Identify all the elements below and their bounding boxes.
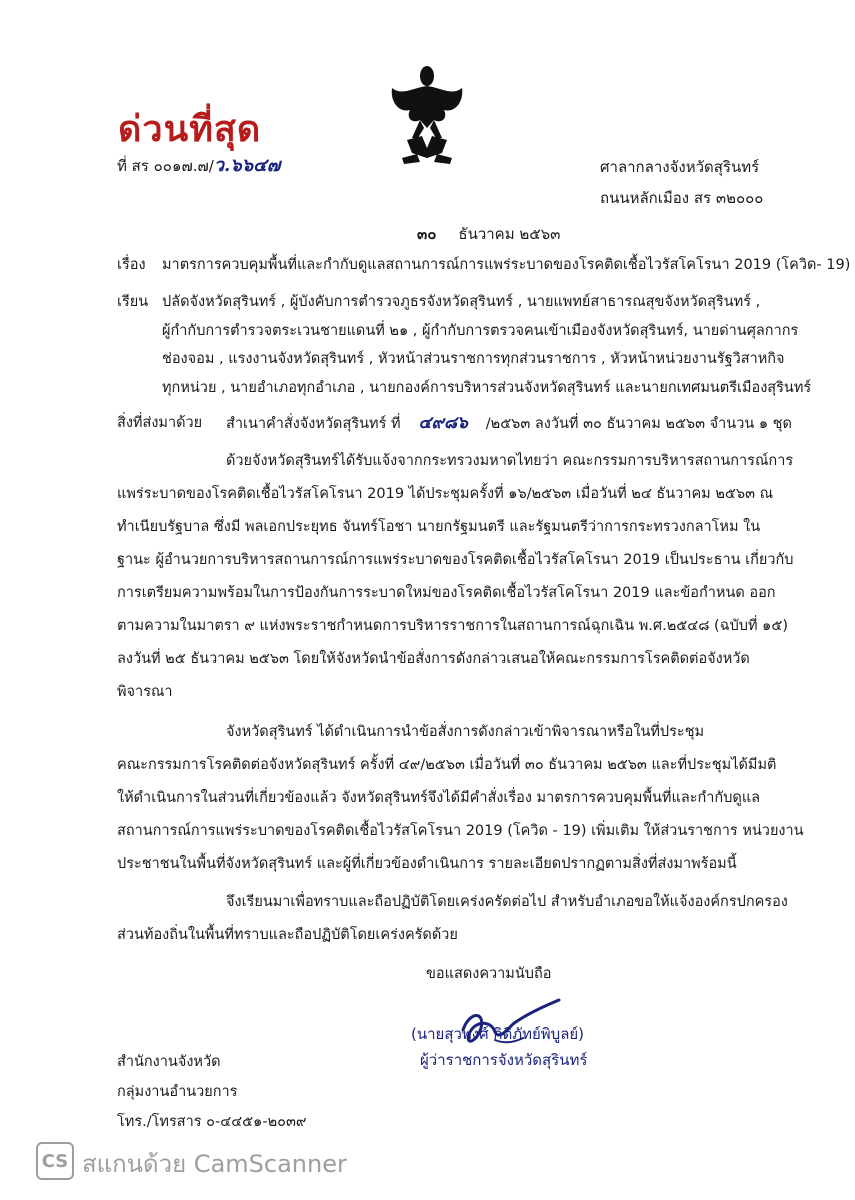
document-number <box>117 150 280 179</box>
date-day: ๓๐ <box>417 225 437 243</box>
enclosure-text-before: สำเนาคำสั่งจังหวัดสุรินทร์ ที่ <box>226 416 401 432</box>
body-paragraph1-line: การเตรียมความพร้อมในการป้องกันการระบาดใหม่ของโรคติดเชื้อไวรัสโคโรนา 2019 และข้อกำหนด ออก <box>117 585 776 601</box>
sender-address-line2: ถนนหลักเมือง สร ๓๒๐๐๐ <box>600 189 764 207</box>
document-number-handwritten: ว.๖๖๔๗ <box>213 155 281 176</box>
urgency-stamp: ด่วนที่สุด <box>118 108 262 150</box>
body-paragraph3-line: จึงเรียนมาเพื่อทราบและถือปฏิบัติโดยเคร่งครัดต่อไป สำหรับอำเภอขอให้แจ้งองค์กรปกครอง <box>226 894 788 910</box>
document-number-prefix: ที่ สร ๐๐๑๗.๗/ <box>117 157 214 175</box>
camscanner-watermark: สแกนด้วย CamScanner <box>82 1150 347 1178</box>
signer-position: ผู้ว่าราชการจังหวัดสุรินทร์ <box>420 1051 588 1069</box>
enclosure-text-after: /๒๕๖๓ ลงวันที่ ๓๐ ธันวาคม ๒๕๖๓ จำนวน ๑ ชุด <box>485 416 792 432</box>
body-paragraph1-line: ทำเนียบรัฐบาล ซึ่งมี พลเอกประยุทธ จันทร์โอชา นายกรัฐมนตรี และรัฐมนตรีว่าการกระทรวงกลาโหม ใน <box>117 519 761 535</box>
footer-phone: โทร./โทรสาร ๐-๔๔๕๑-๒๐๓๙ <box>117 1114 307 1130</box>
date-month-year: ธันวาคม ๒๕๖๓ <box>458 225 561 243</box>
sender-address-line1: ศาลากลางจังหวัดสุรินทร์ <box>600 158 760 176</box>
garuda-emblem-icon <box>382 58 472 168</box>
body-paragraph1-line: ตามความในมาตรา ๙ แห่งพระราชกำหนดการบริหารราชการในสถานการณ์ฉุกเฉิน พ.ศ.๒๕๔๘ (ฉบับที่ ๑๕) <box>117 618 788 634</box>
letter-date <box>417 222 560 246</box>
recipient-line: ทุกหน่วย , นายอำเภอทุกอำเภอ , นายกองค์การบริหารส่วนจังหวัดสุรินทร์ และนายกเทศมนตรีเมืองสุรินทร์ <box>162 380 812 396</box>
closing-regards: ขอแสดงความนับถือ <box>426 966 552 982</box>
body-paragraph2-line: คณะกรรมการโรคติดต่อจังหวัดสุรินทร์ ครั้งที่ ๔๙/๒๕๖๓ เมื่อวันที่ ๓๐ ธันวาคม ๒๕๖๓ และที่ประชุมได้มีมติ <box>117 757 777 773</box>
recipient-line: ช่องจอม , แรงงานจังหวัดสุรินทร์ , หัวหน้าส่วนราชการทุกส่วนราชการ , หัวหน้าหน่วยงานรัฐวิสาหกิจ <box>162 351 785 367</box>
body-paragraph1-line: แพร่ระบาดของโรคติดเชื้อไวรัสโคโรนา 2019 ได้ประชุมครั้งที่ ๑๖/๒๕๖๓ เมื่อวันที่ ๒๔ ธันวาคม ๒๕๖๓ ณ <box>117 486 774 502</box>
body-paragraph1-line: ลงวันที่ ๒๕ ธันวาคม ๒๕๖๓ โดยให้จังหวัดนำข้อสั่งการดังกล่าวเสนอให้คณะกรรมการโรคติดต่อจังหวัด <box>117 651 750 667</box>
enclosure-handwritten-number: ๔๙๘๖ <box>418 413 468 433</box>
recipients-label: เรียน <box>117 294 149 310</box>
footer-division: กลุ่มงานอำนวยการ <box>117 1084 238 1100</box>
subject-label: เรื่อง <box>117 257 146 273</box>
body-paragraph3-line: ส่วนท้องถิ่นในพื้นที่ทราบและถือปฏิบัติโดยเคร่งครัดด้วย <box>117 927 458 943</box>
body-paragraph2-line: สถานการณ์การแพร่ระบาดของโรคติดเชื้อไวรัสโคโรนา 2019 (โควิด - 19) เพิ่มเติม ให้ส่วนราชการ หน่วยงาน <box>117 823 804 839</box>
recipient-line: ปลัดจังหวัดสุรินทร์ , ผู้บังคับการตำรวจภูธรจังหวัดสุรินทร์ , นายแพทย์สาธารณสุขจังหวัดสุรินทร์ , <box>162 294 761 310</box>
enclosure-label: สิ่งที่ส่งมาด้วย <box>117 415 203 431</box>
body-paragraph1-line: พิจารณา <box>117 684 173 700</box>
camscanner-logo-icon: CS <box>36 1142 74 1180</box>
recipient-line: ผู้กำกับการตำรวจตระเวนชายแดนที่ ๒๑ , ผู้กำกับการตรวจคนเข้าเมืองจังหวัดสุรินทร์, นายด่านศุลกากร <box>162 323 799 339</box>
body-paragraph1-line: ด้วยจังหวัดสุรินทร์ได้รับแจ้งจากกระทรวงมหาดไทยว่า คณะกรรมการบริหารสถานการณ์การ <box>226 453 794 469</box>
subject-text: มาตรการควบคุมพื้นที่และกำกับดูแลสถานการณ์การแพร่ระบาดของโรคติดเชื้อไวรัสโคโรนา 2019 (โควิด- 19) <box>162 257 851 273</box>
footer-office: สำนักงานจังหวัด <box>117 1054 221 1070</box>
body-paragraph2-line: ประชาชนในพื้นที่จังหวัดสุรินทร์ และผู้ที่เกี่ยวข้องดำเนินการ รายละเอียดปรากฏตามสิ่งที่ส่งมาพร้อมนี้ <box>117 856 737 872</box>
body-paragraph2-line: จังหวัดสุรินทร์ ได้ดำเนินการนำข้อสั่งการดังกล่าวเข้าพิจารณาหรือในที่ประชุม <box>226 724 705 740</box>
body-paragraph2-line: ให้ดำเนินการในส่วนที่เกี่ยวข้องแล้ว จังหวัดสุรินทร์จึงได้มีคำสั่งเรื่อง มาตรการควบคุมพื้นที่และกำกับดูแล <box>117 790 761 806</box>
enclosure-text <box>226 412 792 434</box>
body-paragraph1-line: ฐานะ ผู้อำนวยการบริหารสถานการณ์การแพร่ระบาดของโรคติดเชื้อไวรัสโคโรนา 2019 เป็นประธาน เกี่ยวกับ <box>117 552 794 568</box>
signer-name: (นายสุวพงศ์ กิติภัทย์พิบูลย์) <box>411 1025 585 1043</box>
